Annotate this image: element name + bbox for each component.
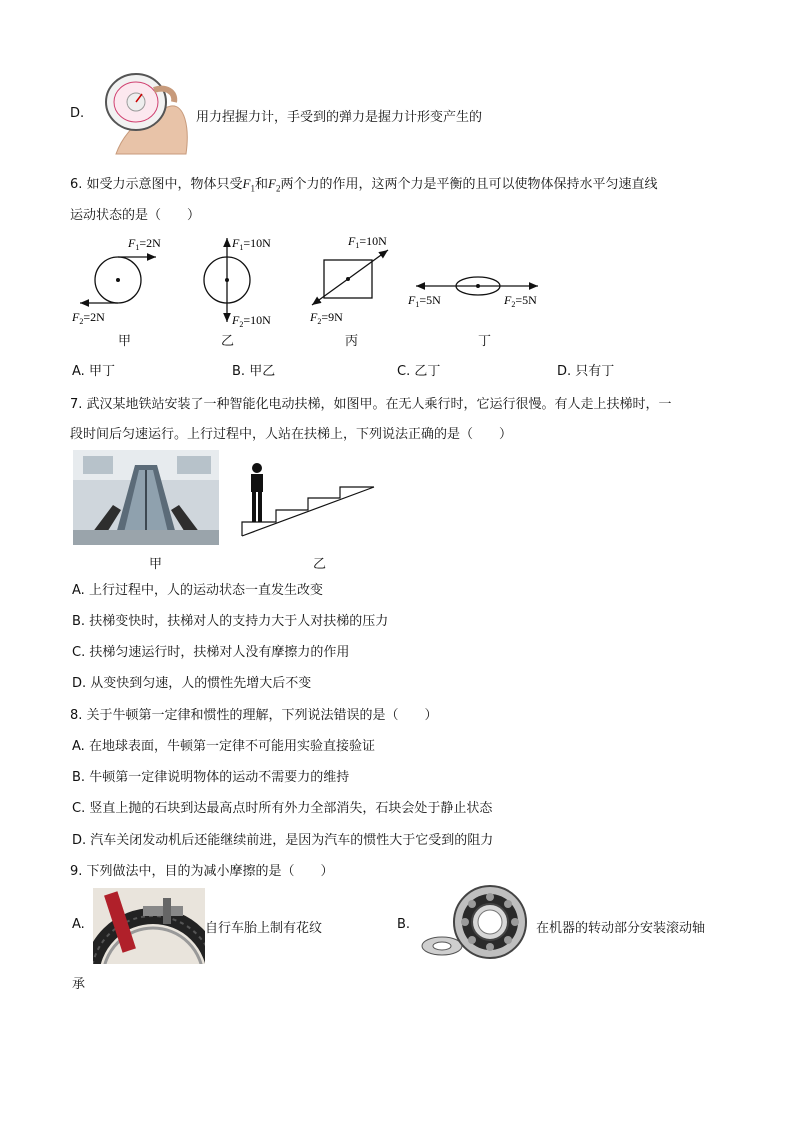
q6-ding-f1-label: $F_1=5N$ [408,293,441,309]
escalator-diagram [236,460,378,540]
q5-option-d-text: 用力捏握力计，手受到的弹力是握力计形变产生的 [196,110,483,125]
q7-stem-line2: 段时间后匀速运行。上行过程中，人站在扶梯上，下列说法正确的是（ ） [70,427,513,442]
q6-option-c[interactable]: C. 乙丁 [397,364,441,379]
q7-option-a[interactable]: A. 上行过程中，人的运动状态一直发生改变 [72,583,323,598]
q9-option-b-label[interactable]: B. [397,917,411,932]
hand-grip-dynamometer-image [96,66,192,158]
q6-yi-f2-label: $F_2=10N$ [232,313,271,329]
q7-option-b[interactable]: B. 扶梯变快时，扶梯对人的支持力大于人对扶梯的压力 [72,614,389,629]
q6-figure-ding [406,262,556,312]
ball-bearing-photo [418,884,534,962]
q9-option-b-text-wrap: 承 [72,977,86,992]
q7-option-d[interactable]: D. 从变快到匀速，人的惯性先增大后不变 [72,676,312,691]
q8-option-a[interactable]: A. 在地球表面，牛顿第一定律不可能用实验直接验证 [72,739,375,754]
q6-bing-f1-arrow [348,250,388,279]
q8-stem: 8. 关于牛顿第一定律和惯性的理解，下列说法错误的是（ ） [70,708,438,723]
q6-caption-ding: 丁 [478,334,492,349]
q7-caption-yi: 乙 [313,557,327,572]
escalator-photo [73,450,219,545]
q6-caption-bing: 丙 [345,334,359,349]
q6-bing-f1-label: $F_1=10N$ [348,234,387,250]
q5-option-d-label: D. [70,106,85,121]
q8-option-d[interactable]: D. 汽车关闭发动机后还能继续前进，是因为汽车的惯性大于它受到的阻力 [72,833,494,848]
q8-option-c[interactable]: C. 竖直上抛的石块到达最高点时所有外力全部消失，石块会处于静止状态 [72,801,493,816]
q6-bing-f2-arrow [312,279,348,305]
q6-caption-jia: 甲 [118,334,132,349]
q9-option-b-text[interactable]: 在机器的转动部分安装滚动轴 [536,921,706,936]
q7-caption-jia: 甲 [149,557,163,572]
q6-stem-line2: 运动状态的是（ ） [70,208,201,223]
q7-option-c[interactable]: C. 扶梯匀速运行时，扶梯对人没有摩擦力的作用 [72,645,350,660]
q6-bing-f2-label: $F_2=9N$ [310,310,343,326]
q7-stem-line1: 7. 武汉某地铁站安装了一种智能化电动扶梯，如图甲。在无人乘行时，它运行很慢。有人走上扶梯时，一 [70,397,672,412]
q6-option-b[interactable]: B. 甲乙 [232,364,276,379]
q9-option-a-label[interactable]: A. [72,917,85,932]
q8-option-b[interactable]: B. 牛顿第一定律说明物体的运动不需要力的维持 [72,770,350,785]
q6-jia-f2-label: $F_2=2N$ [72,310,105,326]
q6-yi-f1-label: $F_1=10N$ [232,236,271,252]
q6-option-d[interactable]: D. 只有丁 [557,364,615,379]
bicycle-tire-photo [93,888,205,964]
q6-stem-line1: 6. 如受力示意图中，物体只受$F_1$和$F_2$两个力的作用，这两个力是平衡的且可以使物体保持水平匀速直线 [70,176,658,194]
q9-option-a-text[interactable]: 自行车胎上制有花纹 [205,921,323,936]
q6-figure-jia [70,232,170,332]
q6-figure-yi [196,232,286,332]
q6-caption-yi: 乙 [221,334,235,349]
q6-figure-bing [306,232,406,332]
q6-option-a[interactable]: A. 甲丁 [72,364,115,379]
q9-stem: 9. 下列做法中，目的为减小摩擦的是（ ） [70,864,334,879]
q6-ding-f2-label: $F_2=5N$ [504,293,537,309]
q6-jia-f1-label: $F_1=2N$ [128,236,161,252]
